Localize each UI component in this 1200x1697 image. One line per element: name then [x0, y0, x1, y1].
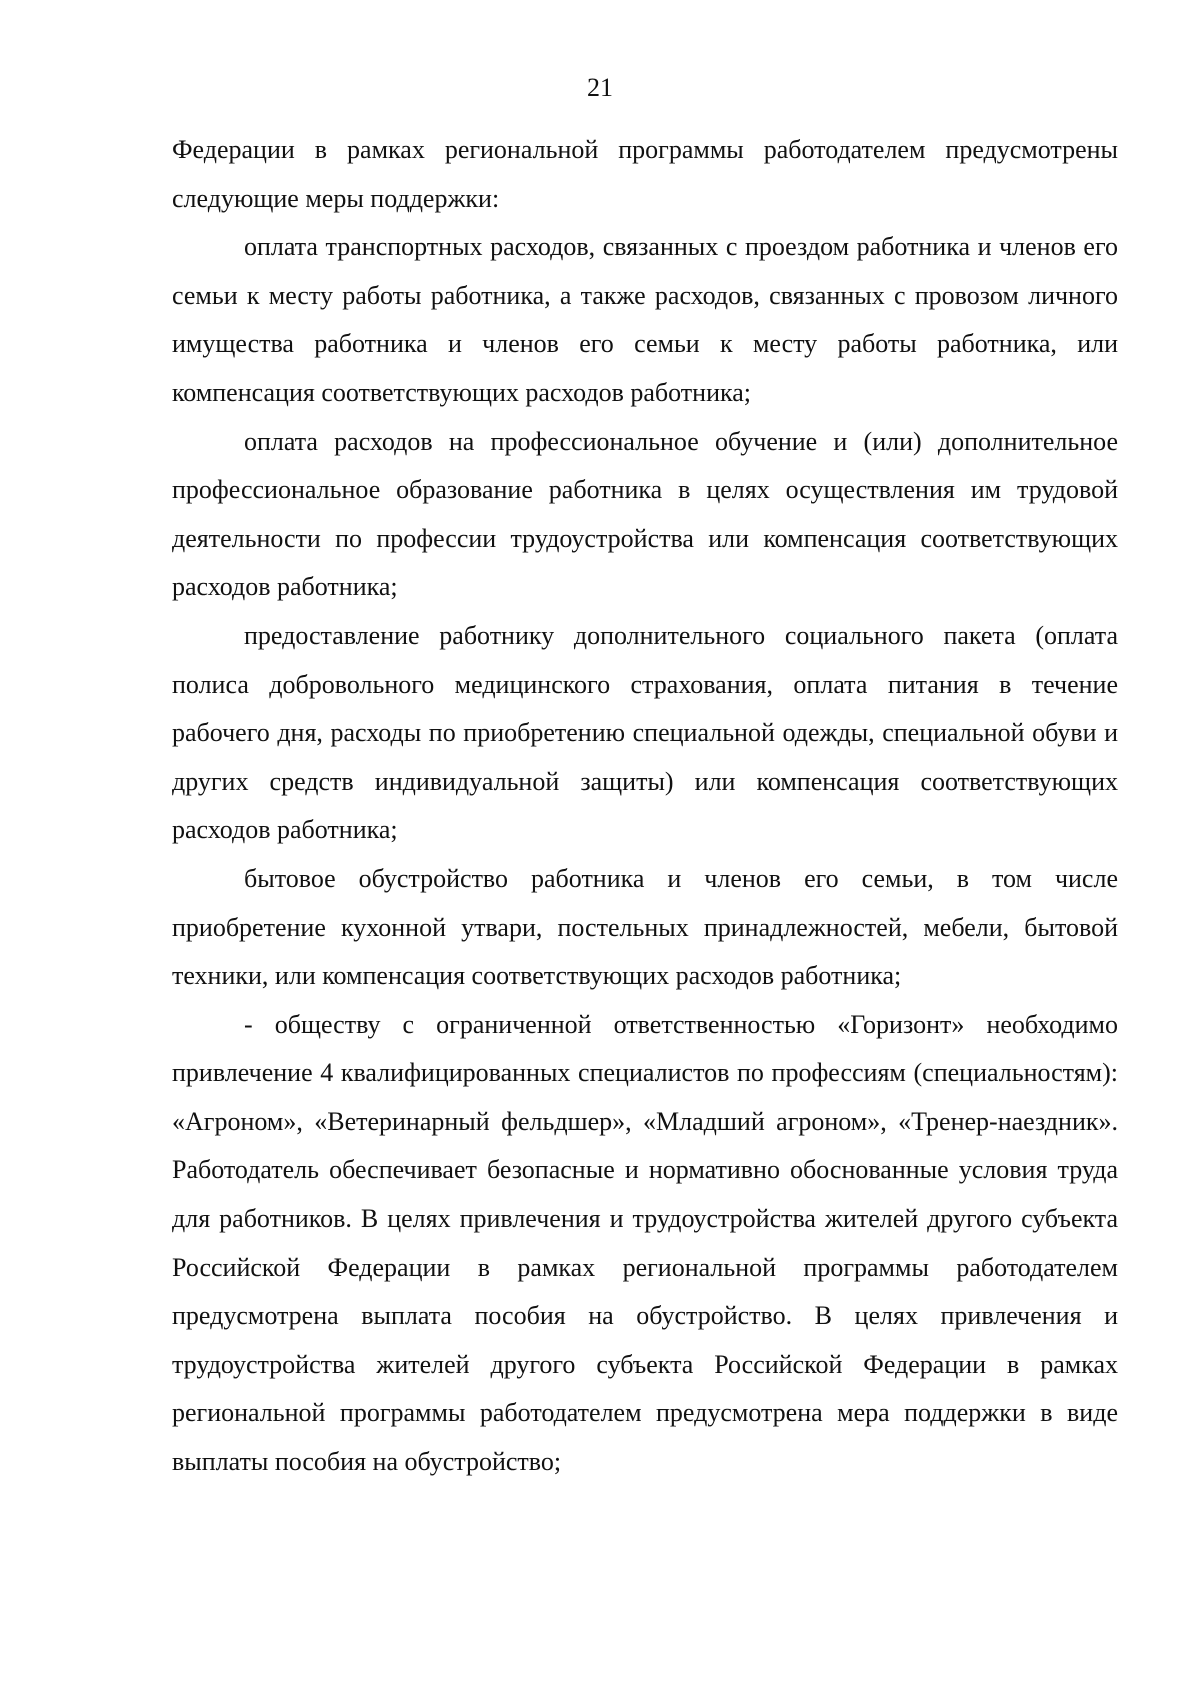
paragraph-gorizont-llc: - обществу с ограниченной ответственностью «Горизонт» необходимо привлечение 4 квалифицированных специалистов по профессиям (специальностям): «Агроном», «Ветеринарный фельдшер», «Младший агроном», «Тренер-наездник». Работодатель обеспечивает безопасные и нормативно обоснованные условия труда для работников. В целях привлечения и трудоустройства жителей другого субъекта Российской Федерации в рамках региональной программы работодателем предусмотрена выплата пособия на обустройство. В целях привлечения и трудоустройства жителей другого субъекта Российской Федерации в рамках региональной программы работодателем предусмотрена мера поддержки в виде выплаты пособия на обустройство; — [172, 1009, 1118, 1477]
page-number: 21 — [587, 73, 613, 102]
paragraph-training-costs: оплата расходов на профессиональное обучение и (или) дополнительное профессиональное образование работника в целях осуществления им трудовой деятельности по профессии трудоустройства или компенсация соответствующих расходов работника; — [172, 426, 1118, 602]
paragraph-transport-costs: оплата транспортных расходов, связанных с проездом работника и членов его семьи к месту работы работника, а также расходов, связанных с провозом личного имущества работника и членов его семьи к месту работы работника, или компенсация соответствующих расходов работника; — [172, 232, 1118, 407]
paragraph-household-arrangement: бытовое обустройство работника и членов его семьи, в том числе приобретение кухонной утвари, постельных принадлежностей, мебели, бытовой техники, или компенсация соответствующих расходов работника; — [172, 863, 1118, 991]
paragraph-social-package: предоставление работнику дополнительного социального пакета (оплата полиса добровольного медицинского страхования, оплата питания в течение рабочего дня, расходы по приобретению специальной одежды, специальной обуви и других средств индивидуальной защиты) или компенсация соответствующих расходов работника; — [172, 620, 1118, 845]
paragraph-continuation: Федерации в рамках региональной программы работодателем предусмотрены следующие меры поддержки: — [172, 135, 1118, 213]
document-body — [172, 126, 1118, 1487]
